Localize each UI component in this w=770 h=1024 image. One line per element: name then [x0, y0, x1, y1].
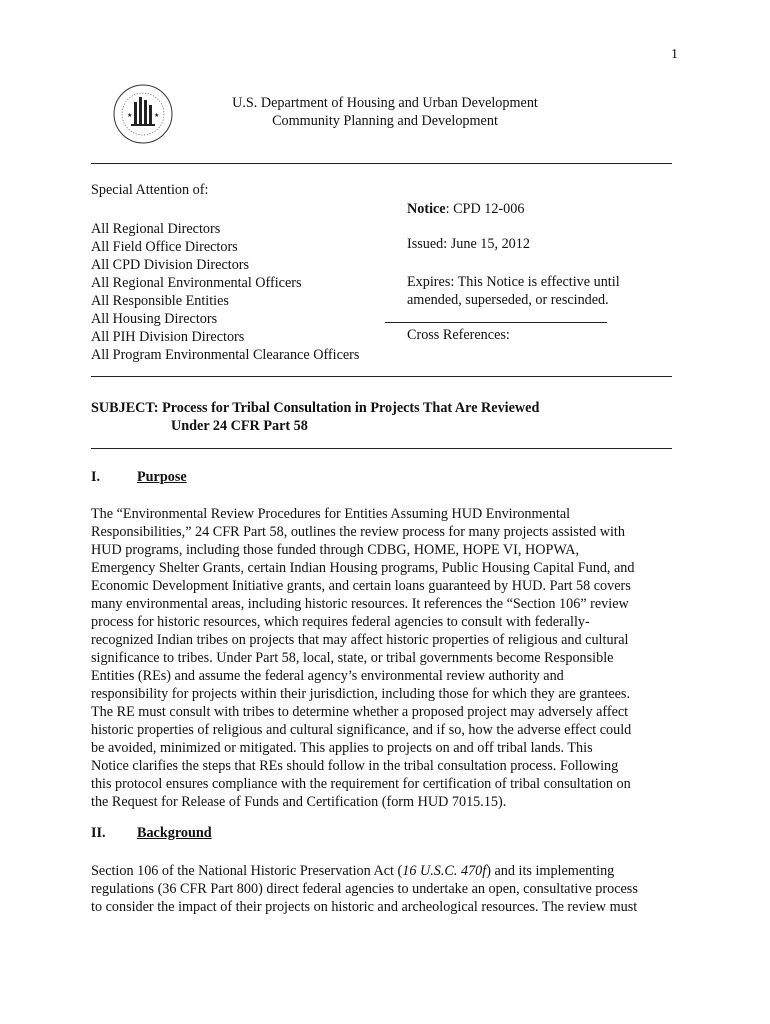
recipient: All Regional Directors [91, 221, 221, 237]
paragraph-line: significance to tribes. Under Part 58, local, state, or tribal governments become Responsible [91, 650, 614, 666]
paragraph-line: process for historic resources, which requires federal agencies to consult with federally- [91, 614, 590, 630]
paragraph-line: Economic Development Initiative grants, and certain loans guaranteed by HUD. Part 58 covers [91, 578, 631, 594]
paragraph-line: recognized Indian tribes on projects that may affect historic properties of religious and cultural [91, 632, 629, 648]
section-number: I. [91, 469, 101, 485]
expires-line: amended, superseded, or rescinded. [407, 292, 609, 308]
purpose-paragraph [91, 505, 676, 811]
svg-text:★: ★ [127, 113, 133, 119]
section-number: II. [91, 825, 106, 841]
text-run: Section 106 of the National Historic Preservation Act ( [91, 863, 403, 879]
paragraph-line: historic properties of religious and cultural significance, and if so, how the adverse effect could [91, 722, 632, 738]
paragraph-line: this protocol ensures compliance with the requirement for certification of tribal consultation on [91, 776, 631, 792]
subject-bottom-divider [91, 448, 672, 449]
recipient: All Housing Directors [91, 311, 218, 327]
subject-block [91, 399, 539, 435]
recipient: All PIH Division Directors [91, 329, 245, 345]
department-header [0, 94, 770, 130]
paragraph-line: Entities (REs) and assume the federal agency’s environmental review authority and [91, 668, 564, 684]
subject-top-divider [91, 376, 672, 377]
paragraph-line: The “Environmental Review Procedures for Entities Assuming HUD Environmental [91, 506, 571, 522]
special-attention-label: Special Attention of: [91, 182, 209, 198]
recipient: All CPD Division Directors [91, 257, 250, 273]
paragraph-line: Emergency Shelter Grants, certain Indian Housing programs, Public Housing Capital Fund, and [91, 560, 635, 576]
recipient: All Responsible Entities [91, 293, 229, 309]
header-divider [91, 163, 672, 164]
paragraph-line: The RE must consult with tribes to determine whether a proposed project may adversely affect [91, 704, 629, 720]
paragraph-line: many environmental areas, including historic resources. It references the “Section 106” review [91, 596, 629, 612]
expires-line: Expires: This Notice is effective until [407, 274, 620, 290]
paragraph-line [91, 862, 676, 880]
paragraph-line: regulations (36 CFR Part 800) direct federal agencies to undertake an open, consultative process [91, 881, 638, 897]
notice-number [407, 201, 524, 218]
subject-line: SUBJECT: Process for Tribal Consultation in Projects That Are Reviewed [91, 400, 540, 416]
text-run: ) and its implementing [486, 863, 615, 879]
issued-date: Issued: June 15, 2012 [407, 236, 530, 252]
department-name: U.S. Department of Housing and Urban Development [232, 95, 538, 111]
paragraph-line: responsibility for projects within their jurisdiction, including those for which they are grantees. [91, 686, 631, 702]
paragraph-line: be avoided, minimized or mitigated. This applies to projects on and off tribal lands. This [91, 740, 593, 756]
page-number: 1 [671, 47, 678, 62]
section-title: Purpose [137, 469, 187, 485]
recipient: All Regional Environmental Officers [91, 275, 302, 291]
recipient: All Program Environmental Clearance Officers [91, 347, 360, 363]
statute-citation: 16 U.S.C. 470f [402, 863, 487, 879]
cross-references-label: Cross References: [407, 327, 510, 343]
paragraph-line: Responsibilities,” 24 CFR Part 58, outlines the review process for many projects assisted with [91, 524, 625, 540]
notice-label: Notice [407, 201, 446, 217]
expiration-text [407, 273, 620, 309]
office-name: Community Planning and Development [272, 113, 498, 129]
section-heading-background [91, 825, 291, 843]
section-heading-purpose [91, 469, 291, 487]
paragraph-line: Notice clarifies the steps that REs should follow in the tribal consultation process. Following [91, 758, 619, 774]
section-title: Background [137, 825, 212, 841]
subject-line: Under 24 CFR Part 58 [171, 418, 308, 434]
cross-reference-divider [385, 322, 607, 323]
svg-text:★: ★ [154, 113, 160, 119]
paragraph-line: to consider the impact of their projects on historic and archeological resources. The review must [91, 899, 638, 915]
paragraph-line: the Request for Release of Funds and Certification (form HUD 7015.15). [91, 794, 507, 810]
recipient: All Field Office Directors [91, 239, 238, 255]
paragraph-line: HUD programs, including those funded through CDBG, HOME, HOPE VI, HOPWA, [91, 542, 579, 558]
background-paragraph [91, 862, 676, 916]
recipient-list [91, 220, 359, 364]
notice-value: : CPD 12-006 [445, 201, 525, 217]
